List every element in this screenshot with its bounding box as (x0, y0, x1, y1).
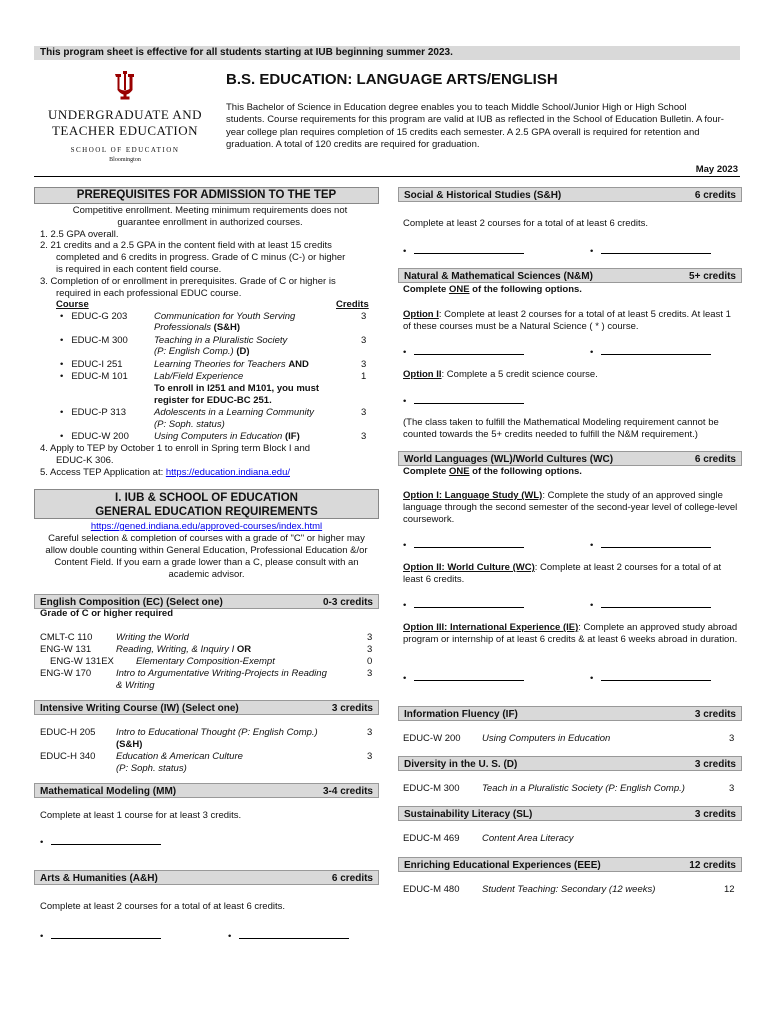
prereq-course-credits: 3 (361, 359, 367, 370)
iu-trident-icon (113, 70, 137, 102)
mm-credits: 3-4 credits (322, 786, 373, 797)
iw-title: Intensive Writing Course (IW) (Select one) (40, 703, 239, 714)
sh-text: Complete at least 2 courses for a total of at least 6 credits. (403, 218, 649, 229)
sl-header (398, 806, 742, 821)
prereq-course-title: (P: Soph. status) (154, 419, 225, 430)
prereq-course-credits: 3 (361, 311, 367, 322)
ec-course-credits: 0 (367, 656, 373, 667)
sh-title: Social & Historical Studies (S&H) (404, 190, 562, 201)
prereq-course-tag: (IF) (284, 431, 300, 442)
eee-credits: 12 credits (689, 860, 736, 871)
prereq-course-code: • EDUC-M 300 (60, 335, 128, 347)
prereq-course-credits: 1 (361, 371, 367, 382)
prereq-and: AND (288, 359, 309, 370)
nm-blank[interactable] (590, 346, 711, 359)
prereq-item-4: 4. Apply to TEP by October 1 to enroll in Spring term Block I and (40, 443, 311, 454)
prereq-course-credits: 3 (361, 407, 367, 418)
sh-blank[interactable] (403, 245, 524, 258)
effective-banner: This program sheet is effective for all students starting at IUB beginning summer 2023. (34, 46, 740, 60)
divider (34, 176, 740, 177)
sh-blank[interactable] (590, 245, 711, 258)
nm-sub-one: ONE (448, 284, 470, 295)
if-header (398, 706, 742, 721)
ec-course-title: Elementary Composition-Exempt (136, 656, 275, 667)
prereq-course-credits: 3 (361, 335, 367, 346)
mm-text: Complete at least 1 course for at least 3 credits. (40, 810, 242, 821)
wl-option-2-label: Option II: World Culture (WC) (403, 562, 535, 573)
wl-option-3-text: : Complete an approved study abroad program or internship of at least 6 credits & at least 6 weeks abroad in duration. (403, 622, 738, 645)
ec-course-title: Writing the World (116, 632, 189, 643)
sh-header (398, 187, 742, 202)
wl-blank[interactable] (590, 539, 711, 552)
nm-blank[interactable] (403, 395, 524, 408)
iw-course-tag: (S&H) (116, 739, 143, 750)
if-credits: 3 credits (694, 709, 736, 720)
prereq-course-title: Professionals (154, 322, 212, 333)
prereq-course-code: • EDUC-W 200 (60, 431, 129, 443)
if-course-title: Using Computers in Education (482, 733, 611, 744)
nm-option-1-label: Option I (403, 309, 439, 320)
iw-header (34, 700, 379, 715)
mm-header (34, 783, 379, 798)
ec-course-title: Intro to Argumentative Writing-Projects in Reading (116, 668, 327, 679)
logo-line-3: SCHOOL OF EDUCATION (70, 146, 180, 155)
prereq-note: To enroll in I251 and M101, you must (154, 383, 320, 394)
div-course-title: Teach in a Pluralistic Society (P: English Comp.) (482, 783, 685, 794)
prereq-item-3-cont: required in each professional EDUC course. (56, 288, 242, 299)
mm-blank[interactable] (40, 836, 161, 849)
sl-title: Sustainability Literacy (SL) (404, 809, 533, 820)
mm-title: Mathematical Modeling (MM) (40, 786, 177, 797)
date: May 2023 (695, 164, 738, 175)
ec-or: OR (236, 644, 252, 655)
ec-title: English Composition (EC) (Select one) (40, 597, 223, 608)
logo-line-4: Bloomington (109, 157, 141, 164)
prereq-item-2-cont: completed and 6 credits in progress. Grade of C minus (C-) or higher (56, 252, 346, 263)
ah-title: Arts & Humanities (A&H) (40, 873, 158, 884)
sl-course-title: Content Area Literacy (482, 833, 574, 844)
iw-course-title: Education & American Culture (116, 751, 243, 762)
if-course-credits: 3 (729, 733, 735, 744)
prereq-course-title: (P: English Comp.) (154, 346, 234, 357)
nm-blank[interactable] (403, 346, 524, 359)
iw-credits: 3 credits (331, 703, 373, 714)
wl-title: World Languages (WL)/World Cultures (WC) (404, 454, 614, 465)
sl-course-code: EDUC-M 469 (403, 833, 460, 844)
wl-credits: 6 credits (694, 454, 736, 465)
prereq-course-code: • EDUC-G 203 (60, 311, 127, 323)
prereq-course-credits: 3 (361, 431, 367, 442)
ec-course-code: ENG-W 170 (40, 668, 92, 679)
gened-note: Careful selection & completion of courses with a grade of "C" or higher may allow double counting within General Education, Professional Education &/or Content Field. If you earn a grade lower than a C, please consult with an academic advisor. (45, 533, 368, 580)
prereq-subtitle: Competitive enrollment. Meeting minimum requirements does not guarantee enrollment in authorized courses. (72, 205, 348, 228)
prereq-course-tag: (D) (236, 346, 250, 357)
prereq-item-5: 5. Access TEP Application at: (40, 467, 164, 478)
intro-paragraph: This Bachelor of Science in Education degree enables you to teach Middle School/Junior High or High School students. Course requirements for this program are valid at IUB as reflected in the School of Education Bulletin. A four-year college plan requires completion of 15 credits each semester. A 2.5 GPA overall is required for retention and graduation. A total of 120 credits are required for graduation. (226, 102, 724, 151)
if-title: Information Fluency (IF) (404, 709, 518, 720)
eee-course-code: EDUC-M 480 (403, 884, 460, 895)
prereq-course-title: Learning Theories for Teachers (154, 359, 286, 370)
wl-option-2-text: : Complete at least 2 courses for a total of at least 6 credits. (403, 562, 722, 585)
wl-blank[interactable] (403, 599, 524, 612)
prereq-title: PREREQUISITES FOR ADMISSION TO THE TEP (34, 187, 379, 204)
tep-application-link[interactable]: https://education.indiana.edu/ (165, 467, 290, 478)
prereq-note: register for EDUC-BC 251. (154, 395, 272, 406)
prereq-course-code: • EDUC-I 251 (60, 359, 123, 371)
nm-sub: of the following options. (472, 284, 582, 295)
ah-text: Complete at least 2 courses for a total of at least 6 credits. (40, 901, 286, 912)
prereq-course-tag: (S&H) (213, 322, 241, 333)
ec-credits: 0-3 credits (322, 597, 373, 608)
wl-blank[interactable] (403, 672, 524, 685)
wl-blank[interactable] (403, 539, 524, 552)
wl-option-1-label: Option I: Language Study (WL) (403, 490, 543, 501)
logo (40, 70, 210, 165)
nm-option-2-label: Option II (403, 369, 442, 380)
prereq-item-2: 2. 21 credits and a 2.5 GPA in the content field with at least 15 credits (40, 240, 332, 251)
ec-course-title: Reading, Writing, & Inquiry I (116, 644, 235, 655)
sl-credits: 3 credits (694, 809, 736, 820)
ec-course-credits: 3 (367, 644, 373, 655)
div-header (398, 756, 742, 771)
eee-header (398, 857, 742, 872)
iw-course-code: EDUC-H 340 (40, 751, 96, 762)
if-course-code: EDUC-W 200 (403, 733, 461, 744)
div-course-credits: 3 (729, 783, 735, 794)
ec-course-code: ENG-W 131 (40, 644, 92, 655)
prereq-course-code: • EDUC-M 101 (60, 371, 128, 383)
iw-course-title: Intro to Educational Thought (P: English Comp.) (116, 727, 318, 738)
div-title: Diversity in the U. S. (D) (404, 759, 518, 770)
gened-title-1: I. IUB & SCHOOL OF EDUCATION (115, 492, 298, 504)
sh-credits: 6 credits (694, 190, 736, 201)
wl-sub: of the following options. (472, 466, 582, 477)
eee-course-credits: 12 (724, 884, 735, 895)
wl-blank[interactable] (590, 672, 711, 685)
ah-blank[interactable] (40, 930, 161, 943)
prereq-item-4-cont: EDUC-K 306. (56, 455, 114, 466)
wl-sub: Complete (403, 466, 447, 477)
nm-title: Natural & Mathematical Sciences (N&M) (404, 271, 593, 282)
iw-course-title: (P: Soph. status) (116, 763, 187, 774)
prereq-course-title: Communication for Youth Serving (154, 311, 296, 322)
wl-option-3-label: Option III: International Experience (IE) (403, 622, 579, 633)
ec-course-code: CMLT-C 110 (40, 632, 93, 643)
wl-option-1-text: : Complete the study of an approved single language through the second semester of the second-year level of college-level coursework. (403, 490, 738, 525)
ec-course-title: & Writing (116, 680, 155, 691)
ah-header (34, 870, 379, 885)
prereq-item-1: 1. 2.5 GPA overall. (40, 229, 119, 240)
div-credits: 3 credits (694, 759, 736, 770)
div-course-code: EDUC-M 300 (403, 783, 460, 794)
ec-course-credits: 3 (367, 668, 373, 679)
ec-course-code: ENG-W 131EX (50, 656, 114, 667)
prereq-course-title: Adolescents in a Learning Community (154, 407, 315, 418)
nm-credits: 5+ credits (689, 271, 736, 282)
prereq-course-title: Teaching in a Pluralistic Society (154, 335, 288, 346)
prereq-item-2-cont: is required in each content field course. (56, 264, 222, 275)
nm-header (398, 268, 742, 283)
gened-title-2: GENERAL EDUCATION REQUIREMENTS (95, 506, 318, 518)
iw-course-credits: 3 (367, 727, 373, 738)
ec-note: Grade of C or higher required (40, 608, 174, 619)
page-title: B.S. EDUCATION: LANGUAGE ARTS/ENGLISH (226, 71, 558, 88)
nm-sub: Complete (403, 284, 447, 295)
iw-course-credits: 3 (367, 751, 373, 762)
ec-header (34, 594, 379, 609)
wl-sub-one: ONE (448, 466, 470, 477)
course-header: Course (56, 299, 89, 310)
nm-option-2-text: : Complete a 5 credit science course. (441, 369, 598, 380)
logo-line-1: UNDERGRADUATE AND (47, 106, 203, 122)
prereq-course-title: Using Computers in Education (154, 431, 283, 442)
ec-course-credits: 3 (367, 632, 373, 643)
gened-header (34, 489, 379, 519)
nm-option-1-text: : Complete at least 2 courses for a total of at least 5 credits. At least 1 of these courses must be a Natural Science ( * ) course. (403, 309, 731, 332)
credits-header: Credits (336, 299, 369, 310)
prereq-course-title: Lab/Field Experience (154, 371, 244, 382)
wl-blank[interactable] (590, 599, 711, 612)
logo-line-2: TEACHER EDUCATION (51, 123, 199, 139)
wl-header (398, 451, 742, 466)
nm-note: (The class taken to fulfill the Mathematical Modeling requirement cannot be counted towards the 5+ credits needed to fulfill the N&M requirement.) (403, 417, 719, 440)
eee-course-title: Student Teaching: Secondary (12 weeks) (482, 884, 656, 895)
iw-course-code: EDUC-H 205 (40, 727, 96, 738)
gened-link[interactable]: https://gened.indiana.edu/approved-courses/index.html (90, 521, 323, 532)
ah-blank[interactable] (228, 930, 349, 943)
eee-title: Enriching Educational Experiences (EEE) (404, 860, 601, 871)
ah-credits: 6 credits (331, 873, 373, 884)
prereq-course-code: • EDUC-P 313 (60, 407, 126, 419)
prereq-item-3: 3. Completion of or enrollment in prerequisites. Grade of C or higher is (40, 276, 336, 287)
